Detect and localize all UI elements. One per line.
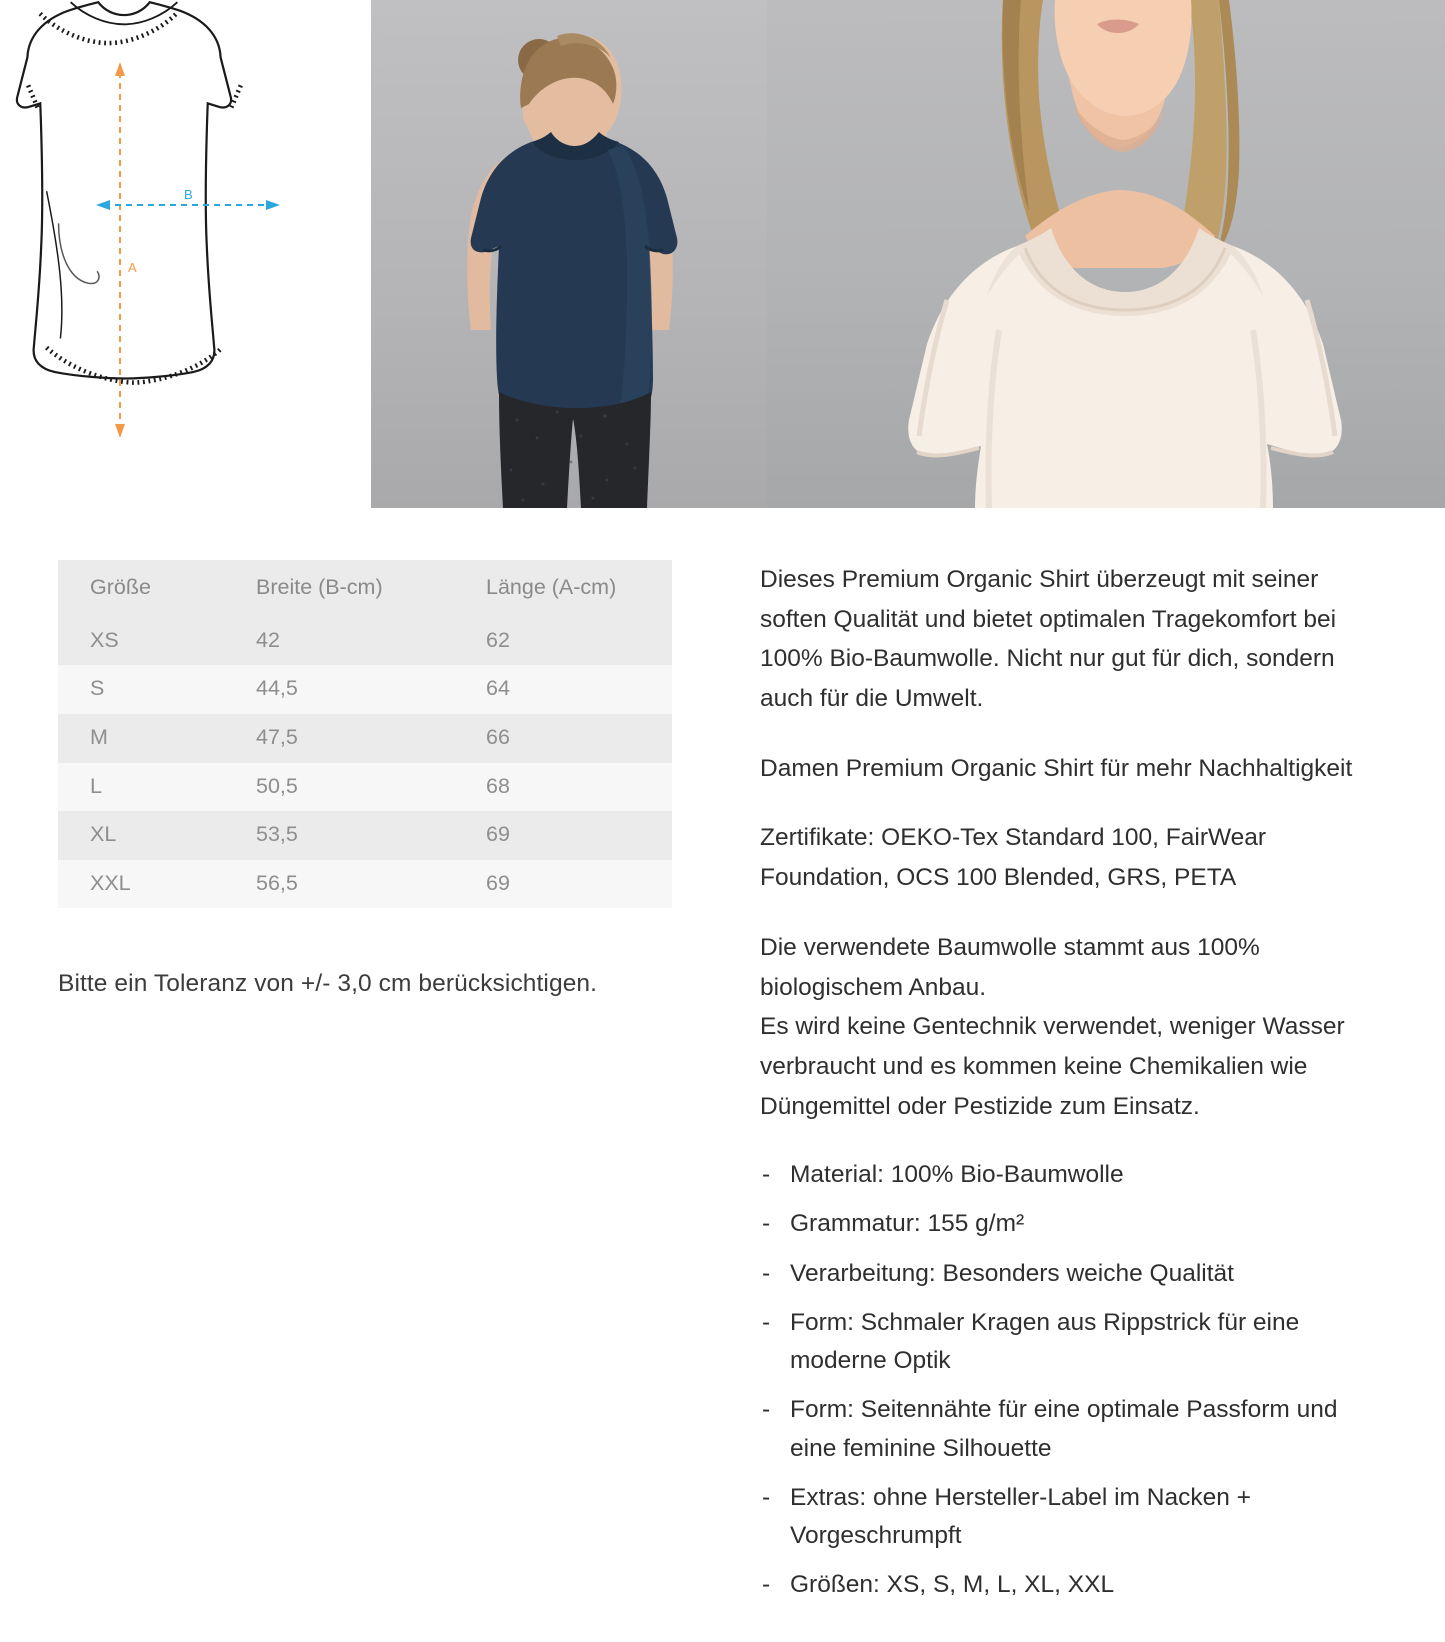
width-label: B <box>184 187 193 202</box>
spec-text: Form: Schmaler Kragen aus Rippstrick für eine moderne Optik <box>790 1308 1300 1375</box>
spec-text: Verarbeitung: Besonders weiche Qualität <box>790 1259 1234 1287</box>
cell-length: 69 <box>486 870 510 895</box>
table-row <box>58 860 672 909</box>
dash-bullet: - <box>762 1161 771 1189</box>
spec-text: Extras: ohne Hersteller-Label im Nacken + Vorgeschrumpft <box>790 1483 1251 1549</box>
spec-text: Form: Seitennähte für eine optimale Passform und eine feminine Silhouette <box>790 1396 1338 1462</box>
table-header-row <box>58 560 672 617</box>
description-column <box>730 560 1430 1615</box>
dash-bullet: - <box>762 1210 771 1238</box>
length-label: A <box>128 260 137 275</box>
list-item <box>760 1566 1390 1604</box>
cell-size: XXL <box>90 870 131 895</box>
size-chart-table <box>58 560 672 908</box>
description-certificates: Zertifikate: OEKO-Tex Standard 100, FairWear Foundation, OCS 100 Blended, GRS, PETA <box>760 824 1267 892</box>
tshirt-technical-drawing-icon <box>0 0 371 508</box>
product-details-section <box>0 508 1445 1615</box>
spec-text: Material: 100% Bio-Baumwolle <box>790 1161 1124 1189</box>
list-item <box>760 1391 1390 1467</box>
cell-length: 66 <box>486 724 510 749</box>
cell-width: 47,5 <box>256 724 298 749</box>
specs-list <box>760 1156 1390 1604</box>
cell-length: 69 <box>486 822 510 847</box>
spec-text: Grammatur: 155 g/m² <box>790 1210 1025 1238</box>
product-image-strip <box>0 0 1445 508</box>
spec-text: Größen: XS, S, M, L, XL, XXL <box>790 1571 1115 1599</box>
dash-bullet: - <box>762 1396 771 1424</box>
table-row <box>58 811 672 860</box>
cell-length: 62 <box>486 627 510 652</box>
dash-bullet: - <box>762 1259 771 1287</box>
cell-width: 50,5 <box>256 773 298 798</box>
tolerance-note: Bitte ein Toleranz von +/- 3,0 cm berücksichtigen. <box>58 970 598 998</box>
list-item <box>760 1255 1390 1293</box>
description-cotton <box>760 928 1390 1126</box>
model-front-illustration <box>767 0 1445 508</box>
cell-size: M <box>90 724 108 749</box>
cell-length: 68 <box>486 773 510 798</box>
list-item <box>760 1479 1390 1555</box>
cell-width: 42 <box>256 627 280 652</box>
table-row <box>58 714 672 763</box>
cell-width: 56,5 <box>256 870 298 895</box>
list-item <box>760 1304 1390 1380</box>
description-intro: Dieses Premium Organic Shirt überzeugt mit seiner soften Qualität und bietet optimalen Tragekomfort bei 100% Bio-Baumwolle. Nicht nur gut für dich, sondern auch für die Umwelt. <box>760 566 1337 713</box>
cell-size: L <box>90 773 102 798</box>
table-row <box>58 763 672 812</box>
description-subtitle: Damen Premium Organic Shirt für mehr Nachhaltigkeit <box>760 754 1353 782</box>
model-front-view-photo <box>767 0 1445 508</box>
table-row <box>58 617 672 666</box>
dash-bullet: - <box>762 1483 771 1511</box>
cell-size: XL <box>90 822 117 847</box>
technical-drawing-panel <box>0 0 371 508</box>
cell-width: 53,5 <box>256 822 298 847</box>
cell-width: 44,5 <box>256 676 298 701</box>
table-row <box>58 665 672 714</box>
header-length: Länge (A-cm) <box>454 560 672 617</box>
cotton-line-1: Die verwendete Baumwolle stammt aus 100% biologischem Anbau. <box>760 933 1260 1001</box>
header-width: Breite (B-cm) <box>224 560 454 617</box>
list-item <box>760 1205 1390 1243</box>
cell-length: 64 <box>486 676 510 701</box>
size-chart-column <box>0 560 730 998</box>
header-size: Größe <box>58 560 224 617</box>
list-item <box>760 1156 1390 1194</box>
model-back-illustration <box>371 0 767 508</box>
cell-size: XS <box>90 627 119 652</box>
dash-bullet: - <box>762 1308 771 1336</box>
cotton-line-2: Es wird keine Gentechnik verwendet, weniger Wasser verbraucht und es kommen keine Chemikalien wie Düngemittel oder Pestizide zum Einsatz. <box>760 1013 1345 1120</box>
model-back-view-photo <box>371 0 767 508</box>
cell-size: S <box>90 676 105 701</box>
dash-bullet: - <box>762 1571 771 1599</box>
